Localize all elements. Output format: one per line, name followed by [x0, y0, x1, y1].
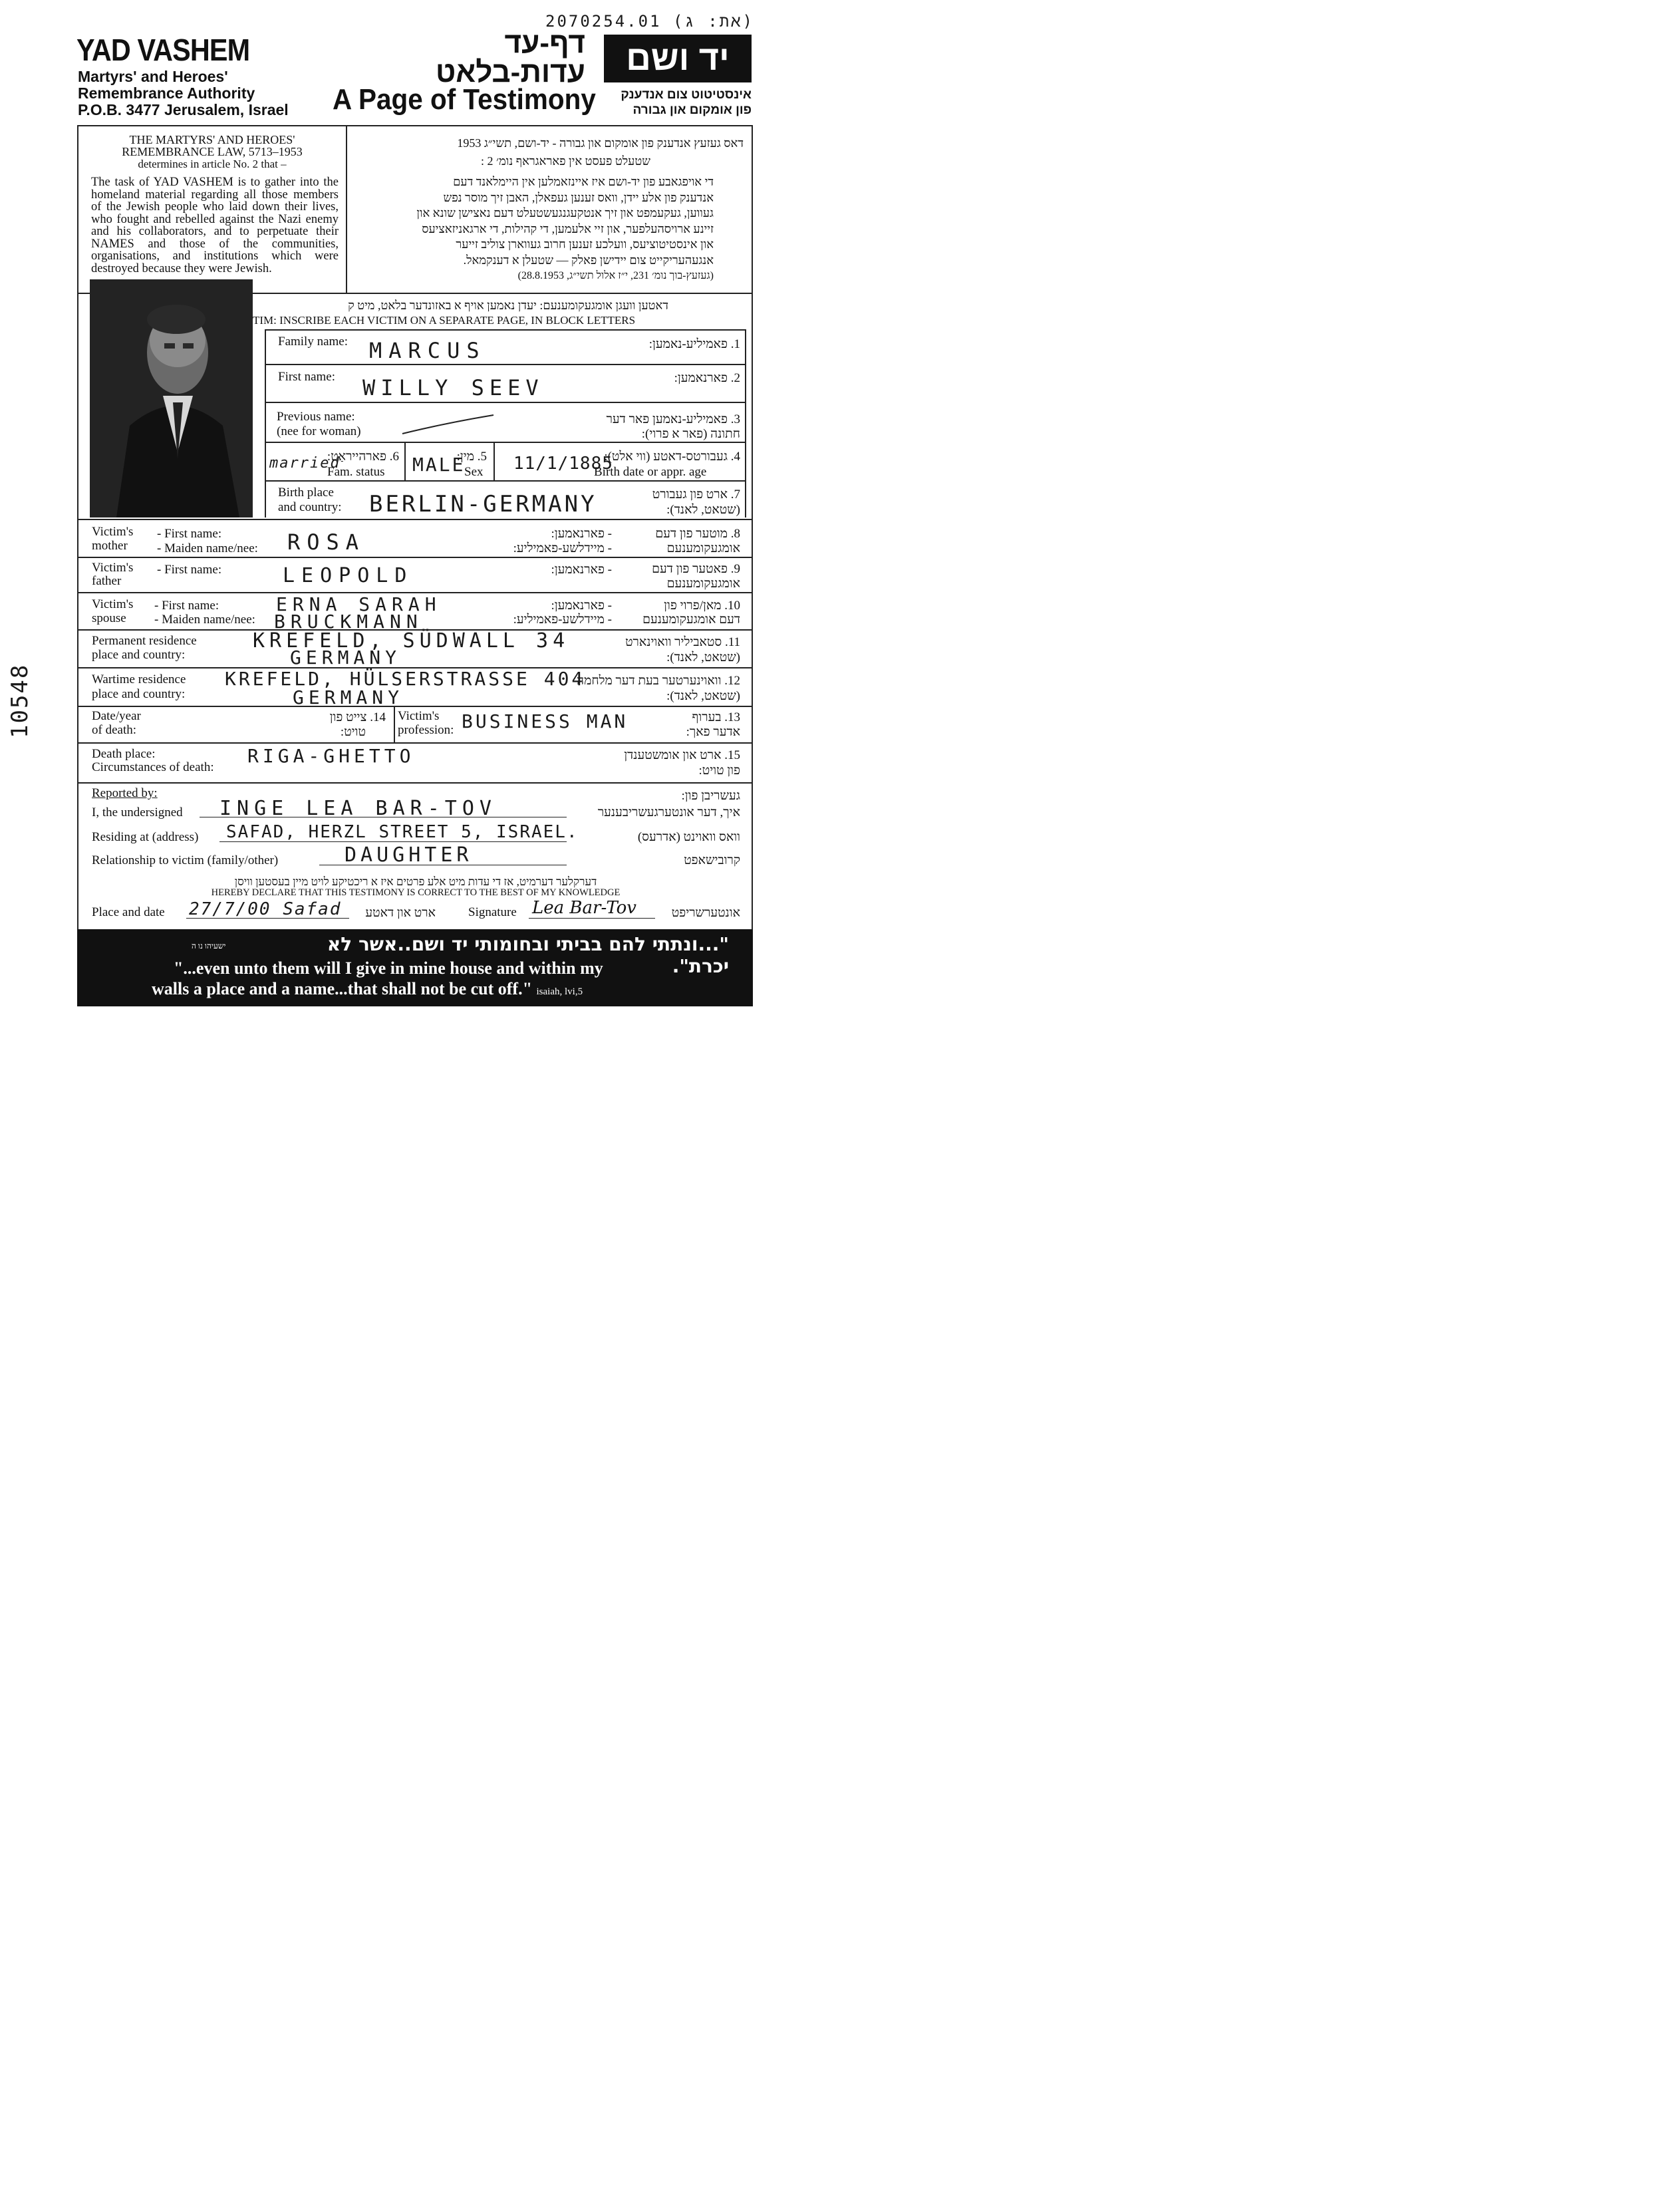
signature-label: Signature	[468, 905, 517, 919]
yiddish-title-1: דף-עד	[504, 27, 585, 59]
spouse-maiden-label: - Maiden name/nee:	[154, 613, 255, 627]
birth-heb: 4. געבורטס-דאטע (ווי אלט):	[604, 450, 740, 464]
footer-english-1: "...even unto them will I give in mine house and within my	[174, 958, 603, 978]
perm-label-2: place and country:	[92, 648, 186, 662]
previous-name-label-1: Previous name:	[277, 410, 355, 424]
relation-value: DAUGHTER	[345, 843, 473, 867]
footer-hebrew-ref: ישעיהו נו ה	[192, 941, 226, 951]
father-label-2: father	[92, 574, 122, 588]
side-number: 10548	[7, 663, 33, 738]
footer-english-2-text: walls a place and a name...that shall not be cut off."	[152, 979, 533, 998]
yiddish-org-2: פון אומקום און גבורה	[632, 103, 752, 117]
mother-heb-1: 8. מוטער פון דעם	[655, 527, 740, 541]
birth-place-label-2: and country:	[278, 500, 342, 514]
war-heb-1: 12. וואוינערטער בעת דער מלחמה	[577, 674, 740, 688]
profession-value: BUSINESS MAN	[462, 710, 629, 732]
law-yiddish-line: אנגעהעריקייט צום יידישן פאלק — שטעלן א דענקמאל.	[463, 253, 714, 267]
profession-heb-2: אדער פאך:	[686, 725, 740, 739]
previous-name-strike	[399, 411, 499, 438]
instruction-yiddish: דאטען וועגן אומגעקומענעם: יעדן נאמען אויף א באזונדער בלאט, מיט ק	[348, 299, 668, 312]
address-value: SAFAD, HERZL STREET 5, ISRAEL.	[226, 822, 579, 842]
spouse-label-2: spouse	[92, 611, 126, 625]
war-value-1: KREFELD, HÜLSERSTRASSE 404	[225, 668, 586, 690]
birth-place-heb-2: (שטאט, לאנד):	[666, 503, 740, 517]
perm-value-2: GERMANY	[290, 647, 402, 668]
spouse-heb-maiden: - מיידלשע-פאמיליע:	[513, 613, 612, 627]
death-date-label-2: of death:	[92, 723, 137, 737]
declare-en: HEREBY DECLARE THAT THIS TESTIMONY IS CORRECT TO THE BEST OF MY KNOWLEDGE	[211, 887, 621, 898]
spouse-heb-1: 10. מאן/פרוי פון	[664, 599, 740, 613]
spouse-heb-2: דעם אומגעקומענעם	[642, 613, 740, 627]
spouse-label-1: Victim's	[92, 597, 134, 611]
perm-heb-2: (שטאט, לאנד):	[666, 651, 740, 664]
father-label-1: Victim's	[92, 561, 134, 575]
mother-value: ROSA	[287, 529, 366, 555]
org-title: YAD VASHEM	[76, 33, 250, 67]
law-body: The task of YAD VASHEM is to gather into the homeland material regarding all those members of the Jewish people who laid down their lives, who fought and rebelled against the Nazi enemy and his collaborators, and to perpetuate their NAMES and those of the communities, organisations, and institutions which were destroyed because they were Jewish.	[91, 176, 339, 275]
mother-heb-first: - פארנאמען:	[551, 527, 612, 541]
mother-first-label: - First name:	[157, 527, 222, 541]
law-yiddish-line: און אינסטיטוציעס, וועלכע זענען חרוב געווארן צוליב זייער	[456, 237, 714, 251]
law-title-3: determines in article No. 2 that –	[138, 158, 287, 170]
birth-place-heb-1: 7. ארט פון געבורט	[652, 488, 740, 502]
death-place-heb-1: 15. ארט און אומשטענדן	[624, 748, 740, 762]
father-heb-1: 9. פאטער פון דעם	[652, 562, 740, 576]
mother-label-1: Victim's	[92, 525, 134, 539]
sex-value: MALE	[412, 454, 466, 476]
sex-heb: 5. מין:	[456, 450, 487, 464]
first-name-heb: 2. פארנאמען:	[674, 371, 740, 385]
first-name-value: WILLY SEEV	[362, 375, 544, 400]
org-address: P.O.B. 3477 Jerusalem, Israel	[78, 101, 289, 118]
spouse-heb-first: - פארנאמען:	[551, 599, 612, 613]
footer-english-2	[152, 979, 583, 999]
birth-place-label-1: Birth place	[278, 486, 334, 500]
profession-label-1: Victim's	[398, 709, 440, 723]
death-place-value: RIGA-GHETTO	[247, 745, 415, 767]
death-place-label-1: Death place:	[92, 747, 156, 761]
birth-value: 11/1/1885	[513, 454, 613, 474]
signature-heb: אונטערשריפט	[671, 906, 740, 920]
war-heb-2: (שטאט, לאנד):	[666, 689, 740, 703]
war-label-1: Wartime residence	[92, 672, 186, 686]
instruction-english: TIM: INSCRIBE EACH VICTIM ON A SEPARATE PAGE, IN BLOCK LETTERS	[253, 314, 636, 327]
archive-reference: 2070254.01 (את: ג)	[545, 12, 754, 31]
undersigned-label: I, the undersigned	[92, 806, 183, 819]
death-date-label-1: Date/year	[92, 709, 141, 723]
mother-maiden-label: - Maiden name/nee:	[157, 541, 258, 555]
profession-heb-1: 13. בערוף	[692, 710, 740, 724]
undersigned-value: INGE LEA BAR-TOV	[219, 797, 497, 820]
relation-heb: קרובישאפט	[684, 853, 740, 867]
death-date-heb-1: 14. צייט פון	[329, 710, 386, 724]
reporter-label-heb: געשריבן פון:	[681, 789, 740, 803]
previous-name-heb-1: 3. פאמיליע-נאמען פאר דער	[606, 412, 740, 426]
undersigned-heb: איך, דער אונטערגעשריבענער	[597, 806, 740, 819]
death-place-heb-2: פון טויט:	[698, 764, 740, 778]
address-label: Residing at (address)	[92, 830, 199, 844]
spouse-maiden-value: BRUCKMANN	[274, 611, 423, 633]
law-yiddish-body	[351, 174, 714, 284]
law-yiddish-line: די אויפגאבע פון יד-ושם איז איינזאמלען אין היימלאנד דעם	[453, 175, 714, 188]
family-name-value: MARCUS	[369, 338, 486, 363]
war-value-2: GERMANY	[293, 686, 404, 708]
father-heb-2: אומגעקומענעם	[666, 577, 740, 591]
sex-label: Sex	[464, 465, 484, 479]
place-date-label: Place and date	[92, 905, 165, 919]
previous-name-heb-2: חתונה (פאר א פרוי):	[641, 427, 740, 441]
org-line1: Martyrs' and Heroes'	[78, 68, 228, 85]
law-yiddish-head-2: שטעלט פעסט אין פאראגראף נומ׳ 2 :	[480, 154, 650, 168]
spouse-first-value: ERNA SARAH	[276, 593, 442, 615]
org-line2: Remembrance Authority	[78, 84, 255, 102]
yiddish-org-1: אינסטיטוט צום אנדענק	[621, 88, 752, 102]
signature-image: Lea Bar-Tov	[532, 898, 636, 918]
logo: יד ושם	[604, 35, 752, 82]
relation-label: Relationship to victim (family/other)	[92, 853, 279, 867]
mother-label-2: mother	[92, 539, 128, 553]
law-title-1: THE MARTYRS' AND HEROES'	[129, 133, 295, 146]
birth-label: Birth date or appr. age	[594, 465, 707, 479]
perm-label-1: Permanent residence	[92, 634, 197, 648]
law-title-2: REMEMBRANCE LAW, 5713–1953	[122, 145, 303, 158]
profession-label-2: profession:	[398, 723, 454, 737]
victim-photo	[90, 279, 253, 517]
father-value: LEOPOLD	[283, 564, 414, 587]
family-name-heb: 1. פאמיליע-נאמען:	[648, 337, 740, 351]
reporter-label: Reported by:	[92, 786, 158, 800]
perm-value-1: KREFELD, SÜDWALL 34	[253, 629, 570, 653]
law-yiddish-head-1: דאס געזעץ אנדענק פון אומקום און גבורה - יד-ושם, תשי״ג 1953	[457, 136, 744, 150]
footer-english-ref: isaiah, lvi,5	[536, 986, 583, 997]
father-first-label: - First name:	[157, 563, 222, 577]
war-label-2: place and country:	[92, 687, 186, 701]
first-name-label: First name:	[278, 370, 336, 384]
previous-name-label-2: (nee for woman)	[277, 424, 361, 438]
mother-heb-maiden: - מיידלשע-פאמיליע:	[513, 541, 612, 555]
perm-heb-1: 11. סטאביליר וואוינארט	[625, 635, 740, 649]
law-yiddish-ref: (געזעץ-בוך נומ׳ 231, י״ז אלול תשי״ג, 28.8.1953)	[517, 270, 714, 281]
place-date-value: 27/7/00 Safad	[189, 899, 342, 919]
fam-status-value: married	[269, 455, 341, 472]
law-yiddish-line: זיינע ארויסהעלפער, און זיי אלעמען, די קהילות, די ארגאניזאציעס	[422, 221, 714, 235]
page-title: A Page of Testimony	[333, 83, 596, 116]
yiddish-title-2: עדות-בלאט	[435, 56, 585, 88]
address-heb: וואס וואוינט (אדרעס)	[637, 830, 740, 844]
footer-hebrew: "...ונתתי להם בביתי ובחומותי יד ושם..אשר לא יכרת".	[327, 933, 729, 977]
footer-banner	[77, 929, 753, 1006]
death-place-label-2: Circumstances of death:	[92, 760, 214, 774]
fam-status-label: Fam. status	[327, 465, 385, 479]
declare-heb: דערקלער דערמיט, אז די עדות מיט אלע פרטים איז א ריכטיקע לויט מיין בעסטען וויסן	[234, 875, 597, 888]
law-yiddish-line: געווען, געקעמפט און זיך אנטקעגנגעשטעלט דעם נאצישן שונא און	[416, 206, 714, 220]
mother-heb-2: אומגעקומענעם	[666, 541, 740, 555]
spouse-first-label: - First name:	[154, 599, 219, 613]
family-name-label: Family name:	[278, 335, 349, 349]
place-date-heb: ארט און דאטע	[365, 906, 436, 920]
birth-place-value: BERLIN-GERMANY	[369, 491, 597, 517]
father-heb-first: - פארנאמען:	[551, 563, 612, 577]
fam-status-heb: 6. פארהייראַט:	[327, 450, 399, 464]
law-yiddish-line: אנדענק פון אלע יידן, וואס זענען געפאלן, האבן זיך מוסר נפש	[443, 190, 714, 204]
death-date-heb-2: טויט:	[340, 725, 366, 739]
